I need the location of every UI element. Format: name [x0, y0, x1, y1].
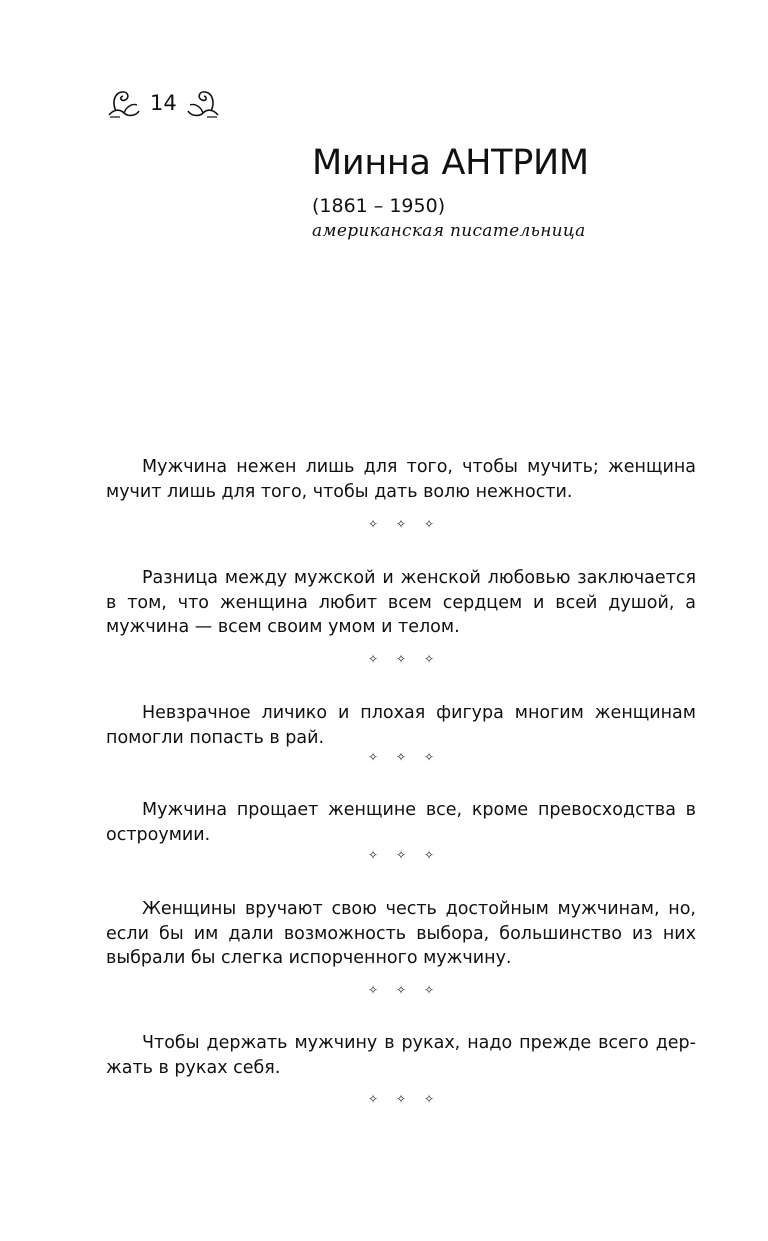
author-description: американская писательница: [312, 221, 586, 241]
quote-1: Мужчина нежен лишь для того, чтобы мучить; женщина мучит лишь для того, чтобы дать волю нежности.: [106, 457, 696, 502]
separator-star-icon: ✧: [395, 848, 407, 862]
separator-star-icon: ✧: [395, 750, 407, 764]
author-block: [312, 140, 732, 243]
quote-separator: [366, 750, 436, 764]
flourish-ornament-left-icon: [106, 87, 142, 119]
author-name: Минна АНТРИМ: [312, 143, 589, 183]
separator-star-icon: ✧: [395, 983, 407, 997]
separator-star-icon: ✧: [423, 652, 435, 666]
separator-star-icon: ✧: [423, 517, 435, 531]
quote-separator: [366, 848, 436, 862]
quote-separator: [366, 1092, 436, 1106]
page-number-header: [106, 84, 221, 122]
separator-star-icon: ✧: [395, 517, 407, 531]
quote-separator: [366, 983, 436, 997]
separator-star-icon: ✧: [367, 750, 379, 764]
separator-star-icon: ✧: [395, 652, 407, 666]
flourish-ornament-right-icon: [185, 87, 221, 119]
separator-star-icon: ✧: [423, 750, 435, 764]
separator-star-icon: ✧: [367, 652, 379, 666]
separator-star-icon: ✧: [367, 848, 379, 862]
separator-star-icon: ✧: [367, 983, 379, 997]
quote-4: Мужчина прощает женщине все, кроме превосходства в остроумии.: [106, 800, 696, 845]
separator-star-icon: ✧: [423, 983, 435, 997]
quote-6: Чтобы держать мужчину в руках, надо прежде всего держать в руках себя.: [106, 1033, 696, 1078]
page-number: 14: [150, 90, 177, 115]
quote-separator: [366, 517, 436, 531]
quote-3: Невзрачное личико и плохая фигура многим женщинам помогли попасть в рай.: [106, 703, 696, 748]
quote-5: Женщины вручают свою честь достойным мужчинам, но, если бы им дали возможность выбора, большинство из них выбрали бы слегка испорченного мужчину.: [106, 899, 696, 968]
separator-star-icon: ✧: [423, 848, 435, 862]
author-dates: (1861 – 1950): [312, 195, 446, 217]
quote-separator: [366, 652, 436, 666]
quote-2: Разница между мужской и женской любовью заключается в том, что женщина любит всем сердцем и всей душой, а мужчина — всем своим умом и телом.: [106, 568, 696, 637]
separator-star-icon: ✧: [367, 1092, 379, 1106]
separator-star-icon: ✧: [367, 517, 379, 531]
separator-star-icon: ✧: [423, 1092, 435, 1106]
separator-star-icon: ✧: [395, 1092, 407, 1106]
